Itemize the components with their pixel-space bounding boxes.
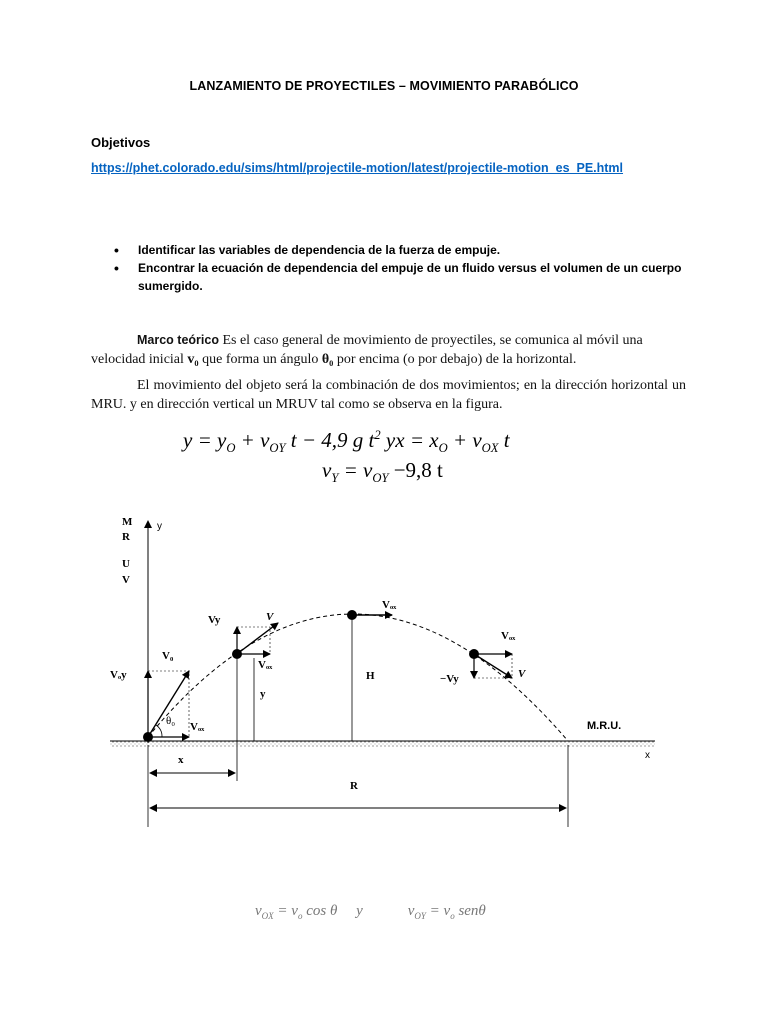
eq-subscript: OY [372,471,389,486]
v0-vector [148,671,189,737]
h-label: H [366,670,375,682]
projectile-figure [100,505,680,835]
theta0-symbol: θ₀ [321,352,334,367]
eq-subscript: o [450,911,455,921]
eq-term: t − 4,9 g t [285,428,375,452]
eq-subscript: O [226,441,236,456]
voy-label: Vₒy [110,669,127,681]
x-distance-label: x [178,754,184,766]
eq-subscript: OX [261,911,274,921]
eq-term: = v [425,903,451,919]
v0-label: V₀ [162,650,174,662]
eq-subscript: OY [269,441,286,456]
theory-label: Marco teórico [137,333,219,347]
list-item: • Identificar las variables de dependencia de la fuerza de empuje. [112,241,702,259]
x-axis-label: x [645,750,650,761]
v-right-vector [474,654,512,678]
equation-components [255,903,486,921]
vox-start-label: Vₒₓ [190,721,205,733]
eq-term: = v [273,903,298,919]
eq-term: v [322,458,332,482]
eq-term: −9,8 t [388,458,443,482]
page-title: LANZAMIENTO DE PROYECTILES – MOVIMIENTO PARABÓLICO [189,79,579,93]
v-right-label: V [518,668,526,680]
eq-term: v [255,903,262,919]
neg-vy-label: −Vy [440,673,459,685]
eq-term: + v [447,428,482,452]
mruv-letter: V [122,574,130,586]
vox-mid-label: Vₒₓ [258,659,273,671]
eq-superscript: 2 [374,428,381,442]
eq-term: y = y [183,428,227,452]
eq-subscript: OY [414,911,426,921]
eq-term: t [498,428,510,452]
equation-velocity [322,458,443,486]
eq-term: senθ [454,903,486,919]
eq-term: = v [338,458,373,482]
eq-term: yx = x [380,428,439,452]
theory-text-2: que forma un ángulo [198,352,322,367]
list-item: • Encontrar la ecuación de dependencia del empuje de un fluido versus el volumen de un cuerpo sumergido. [112,259,702,295]
angle-arc [156,725,162,737]
eq-term: cos θ y v [302,903,415,919]
ground [110,741,655,747]
mruv-letter: M [122,516,133,528]
vox-right-label: Vₒₓ [501,630,516,642]
mruv-letter: R [122,531,130,543]
vox-apex-label: Vₒₓ [382,599,397,611]
theory-text-1: Es el caso general de movimiento de proyectiles, se comunica al móvil una velocidad inicial [91,333,643,367]
v0-symbol: v₀ [187,352,199,367]
objectives-heading: Objetivos [91,135,151,150]
theory-paragraph [91,331,686,369]
theory-text-3: por encima (o por debajo) de la horizontal. [333,352,577,367]
range-label: R [350,780,358,792]
vy-label: Vy [208,614,221,626]
eq-subscript: OX [481,441,499,456]
v-mid-label: V [266,611,274,623]
y-axis-label: y [157,521,162,532]
eq-subscript: o [297,911,303,921]
y-height-label: y [260,688,266,700]
v-mid-vector [237,623,278,654]
eq-subscript: Y [331,471,339,486]
mru-label: M.R.U. [587,720,622,732]
motion-paragraph: El movimiento del objeto será la combinación de dos movimientos; en la dirección horizontal un MRU. y en dirección vertical un MRUV tal como se observa en la figura. [91,378,686,412]
eq-term: + v [235,428,270,452]
eq-subscript: O [438,441,448,456]
mruv-letter: U [122,558,130,570]
theta0-label: θ₀ [166,715,176,727]
phet-link[interactable]: https://phet.colorado.edu/sims/html/projectile-motion/latest/projectile-motion_es_PE.html [91,161,624,175]
objectives-list [112,241,702,295]
equation-position [183,428,603,456]
